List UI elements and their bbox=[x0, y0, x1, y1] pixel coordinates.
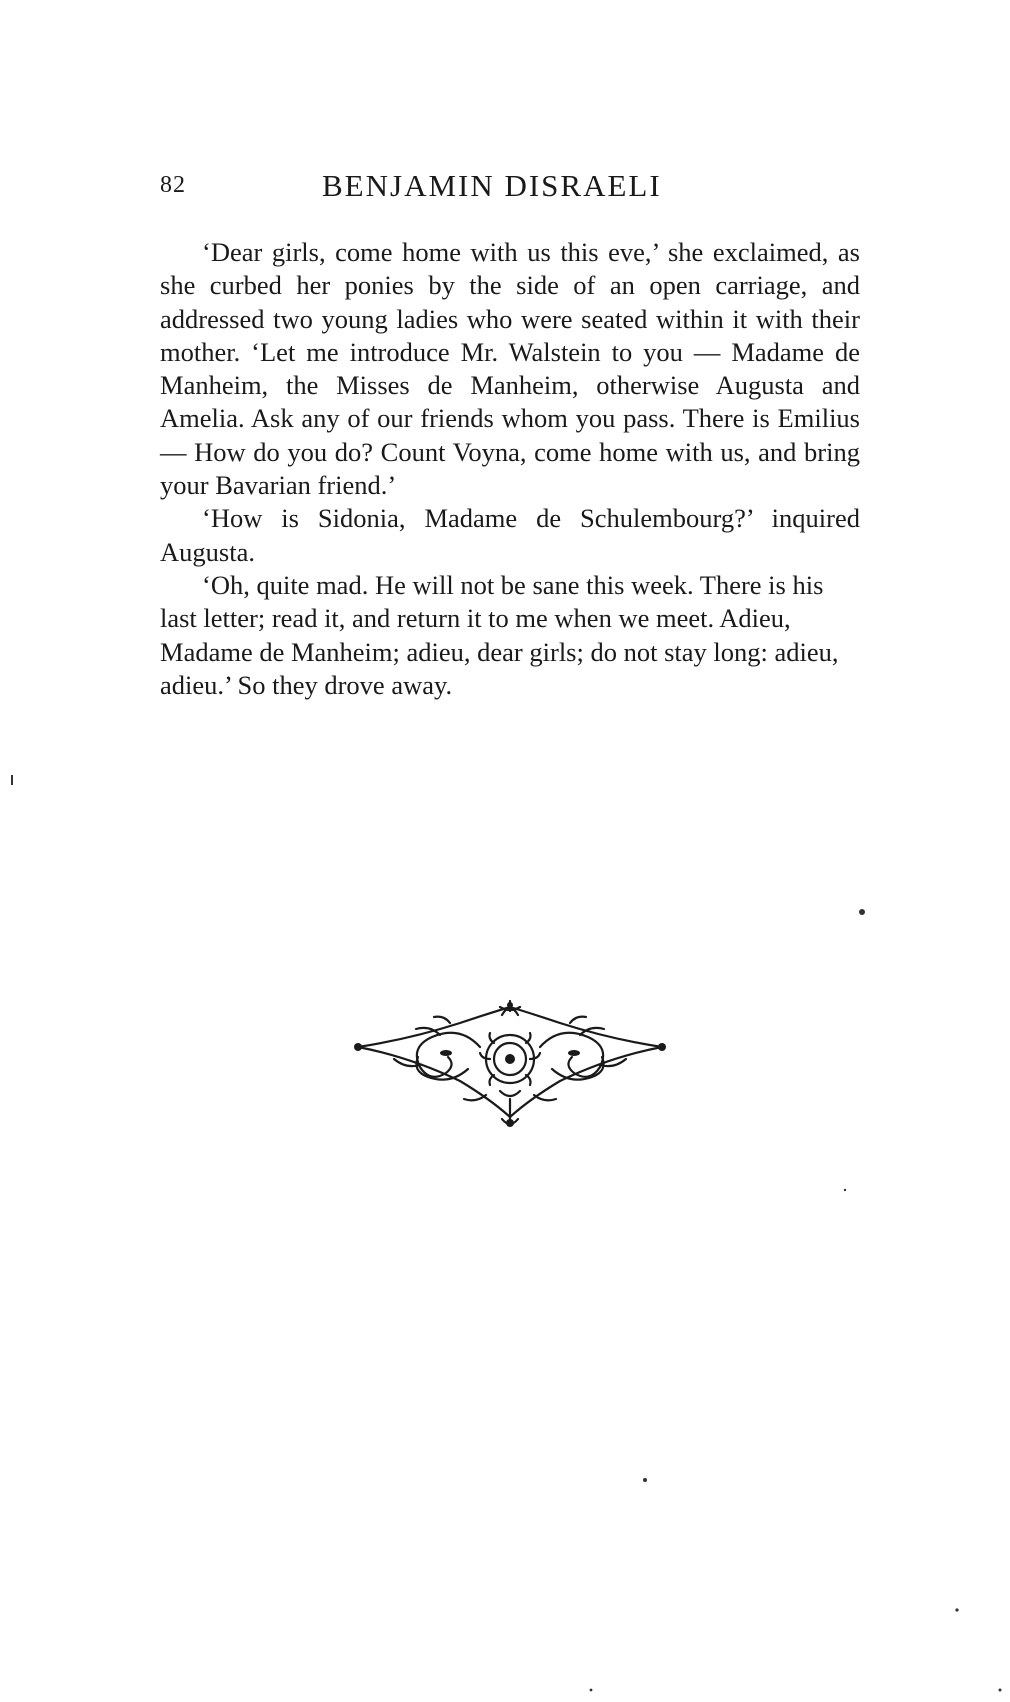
tailpiece-ornament-icon bbox=[350, 995, 670, 1135]
paragraph-2: ‘How is Sidonia, Madame de Schulembourg?’ inquired Augusta. bbox=[160, 503, 860, 567]
body-text bbox=[160, 236, 860, 702]
running-title: BENJAMIN DISRAELI bbox=[322, 168, 662, 203]
paragraph-3: ‘Oh, quite mad. He will not be sane this week. There is his last letter; read it, and return it to me when we meet. Adieu, Madame de Manheim; adieu, dear girls; do not stay long: adieu, adieu.’ So they drove away. bbox=[160, 569, 839, 700]
running-head bbox=[160, 168, 860, 208]
paragraph-1: ‘Dear girls, come home with us this eve,’ she exclaimed, as she curbed her ponies by the side of an open carriage, and addressed two young ladies who were seated within it with their mother. ‘Let me introduce Mr. Walstein to you — Madame de Manheim, the Misses de Manheim, otherwise Augusta and Amelia. Ask any of our friends whom you pass. There is Emilius — How do you do? Count Voyna, come home with us, and bring your Bavarian friend.’ bbox=[160, 237, 860, 501]
page-number: 82 bbox=[160, 172, 186, 198]
